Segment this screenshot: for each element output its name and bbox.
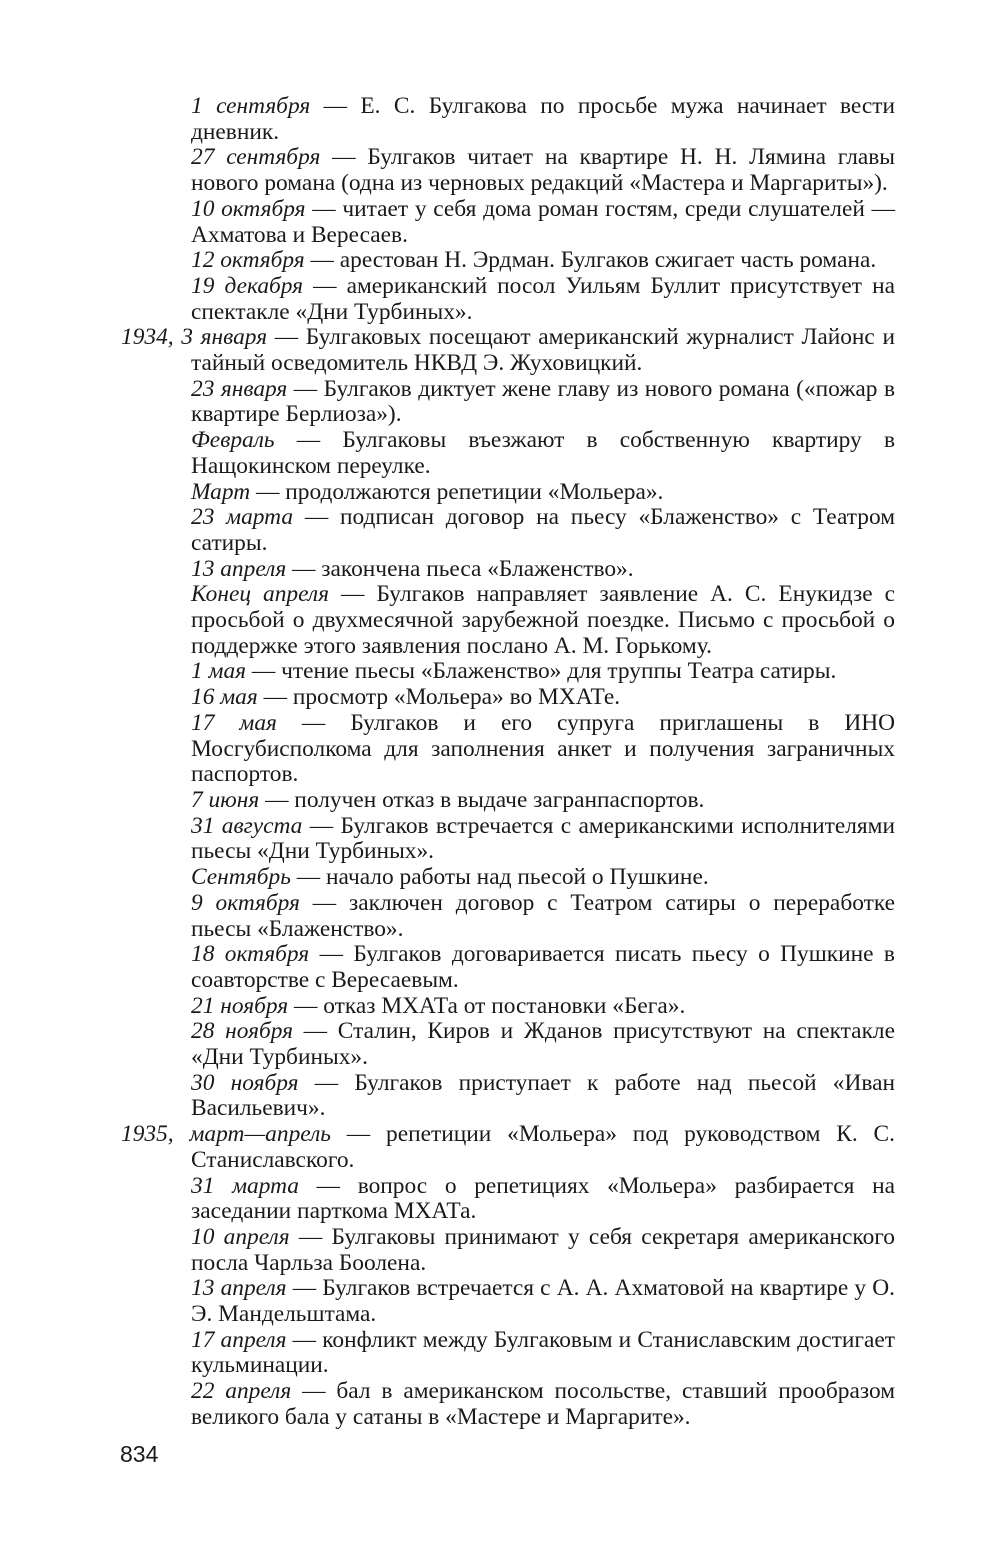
entry-text: — Булгаков договаривается писать пьесу о Пушкине в соавторстве с Вересаевым. <box>191 941 895 993</box>
entry-text: — конфликт между Булгаковым и Станиславским достигает кульминации. <box>191 1326 895 1379</box>
entry-date: 13 апреля <box>191 1275 287 1302</box>
chronology-entry <box>121 1328 895 1379</box>
entry-text: — закончена пьеса «Блаженство». <box>286 555 634 582</box>
entry-text: — читает у себя дома роман гостям, среди слушателей — Ахматова и Вересаев. <box>191 195 895 248</box>
entry-text: — арестован Н. Эрдман. Булгаков сжигает часть романа. <box>304 247 877 274</box>
entry-date: 21 ноября <box>191 992 289 1019</box>
entry-date: 30 ноября <box>191 1069 299 1096</box>
entry-text: — Булгаковы въезжают в собственную квартиру в Нащокинском переулке. <box>191 427 895 479</box>
entry-date: 1934, 3 января <box>121 324 268 351</box>
entry-text: — Булгаков встречается с А. А. Ахматовой на квартире у О. Э. Мандельштама. <box>191 1275 895 1328</box>
chronology-entry-year <box>121 1122 895 1173</box>
entry-text: — Булгаков приступает к работе над пьесой «Иван Васильевич». <box>191 1069 895 1122</box>
entry-text: — подписан договор на пьесу «Блаженство» с Театром сатиры. <box>191 504 895 556</box>
entry-text: — получен отказ в выдаче загранпаспортов. <box>259 786 705 813</box>
chronology-entry <box>121 557 895 583</box>
entry-date: 17 мая <box>191 709 277 736</box>
chronology-entry <box>121 994 895 1020</box>
chronology-entry <box>121 1174 895 1225</box>
chronology-entry <box>121 505 895 556</box>
entry-text: — Булгаков диктует жене главу из нового романа («пожар в квартире Берлиоза»). <box>191 375 895 428</box>
chronology-entry <box>121 891 895 942</box>
entry-text: — Сталин, Киров и Жданов присутствуют на спектакле «Дни Турбиных». <box>191 1018 895 1071</box>
chronology-entry <box>121 865 895 891</box>
entry-date: 10 октября <box>191 195 306 222</box>
entry-text: — Булгаковых посещают американский журналист Лайонс и тайный осведомитель НКВД Э. Жуховицкий. <box>191 324 895 377</box>
entry-date: 18 октября <box>191 941 310 968</box>
chronology-entry <box>121 711 895 788</box>
entry-text: — Булгаков читает на квартире Н. Н. Лямина главы нового романа (одна из черновых редакций «Мастера и Маргариты»). <box>191 144 896 197</box>
chronology-entry <box>121 480 895 506</box>
chronology-entry <box>121 145 895 196</box>
chronology-entry <box>121 248 895 274</box>
entry-text: — Е. С. Булгакова по просьбе мужа начинает вести дневник. <box>191 93 895 145</box>
entry-text: — чтение пьесы «Блаженство» для труппы Театра сатиры. <box>246 658 837 685</box>
entry-text: — заключен договор с Театром сатиры о переработке пьесы «Блаженство». <box>191 889 895 942</box>
entry-date: Сентябрь <box>191 864 291 891</box>
chronology-entries <box>121 94 895 1431</box>
entry-date: 23 марта <box>191 504 294 531</box>
entry-text: — Булгаков направляет заявление А. С. Енукидзе с просьбой о двухмесячной зарубежной поездке. Письмо с просьбой о поддержке этого заявления послано А. М. Горькому. <box>191 581 896 659</box>
entry-text: — американский посол Уильям Буллит присутствует на спектакле «Дни Турбиных». <box>191 272 895 325</box>
chronology-entry <box>121 582 895 659</box>
chronology-entry <box>121 1225 895 1276</box>
entry-text: — Булгаковы принимают у себя секретаря американского посла Чарльза Боолена. <box>191 1223 895 1276</box>
chronology-entry <box>121 1379 895 1430</box>
entry-text: — продолжаются репетиции «Мольера». <box>250 478 664 505</box>
chronology-entry <box>121 94 895 145</box>
entry-text: — репетиции «Мольера» под руководством К. С. Станиславского. <box>191 1121 895 1173</box>
entry-date: 16 мая <box>191 684 258 711</box>
entry-date: 27 сентября <box>191 144 321 171</box>
entry-date: 22 апреля <box>191 1378 292 1405</box>
chronology-entry <box>121 377 895 428</box>
entry-date: 12 октября <box>191 247 305 274</box>
entry-date: 28 ноября <box>191 1018 293 1045</box>
entry-text: — вопрос о репетициях «Мольера» разбирается на заседании парткома МХАТа. <box>191 1172 895 1225</box>
entry-date: 7 июня <box>191 786 260 813</box>
chronology-entry-year <box>121 325 895 376</box>
entry-date: Март <box>191 478 251 505</box>
entry-date: 10 апреля <box>191 1223 290 1250</box>
entry-text: — начало работы над пьесой о Пушкине. <box>290 864 709 891</box>
entry-date: 31 марта <box>191 1172 299 1199</box>
chronology-entry <box>121 685 895 711</box>
entry-date: 1 мая <box>191 658 247 685</box>
entry-date: 9 октября <box>191 889 300 916</box>
chronology-entry <box>121 1071 895 1122</box>
chronology-entry <box>121 659 895 685</box>
chronology-entry <box>121 1019 895 1070</box>
entry-text: — Булгаков и его супруга приглашены в ИНО Мосгубисполкома для заполнения анкет и получения заграничных паспортов. <box>191 709 895 788</box>
entry-date: 23 января <box>191 375 288 402</box>
chronology-entry <box>121 428 895 479</box>
entry-date: 1 сентября <box>191 93 311 119</box>
entry-text: — бал в американском посольстве, ставший прообразом великого бала у сатаны в «Мастере и Маргарите». <box>191 1378 895 1430</box>
chronology-entry <box>121 942 895 993</box>
entry-text: — просмотр «Мольера» во МХАТе. <box>257 684 621 711</box>
entry-date: 31 августа <box>191 812 303 839</box>
chronology-entry <box>121 274 895 325</box>
entry-date: 19 декабря <box>191 272 304 299</box>
page-number: 834 <box>120 1441 159 1467</box>
chronology-entry <box>121 814 895 865</box>
entry-text: — Булгаков встречается с американскими исполнителями пьесы «Дни Турбиных». <box>191 812 895 865</box>
chronology-entry <box>121 1276 895 1327</box>
entry-date: 13 апреля <box>191 555 287 582</box>
chronology-entry <box>121 788 895 814</box>
entry-date: 1935, март—апрель <box>121 1121 331 1148</box>
entry-date: Конец апреля <box>191 581 330 608</box>
entry-text: — отказ МХАТа от постановки «Бега». <box>288 992 686 1019</box>
entry-date: Февраль <box>191 427 275 454</box>
entry-date: 17 апреля <box>191 1326 287 1353</box>
chronology-entry <box>121 197 895 248</box>
